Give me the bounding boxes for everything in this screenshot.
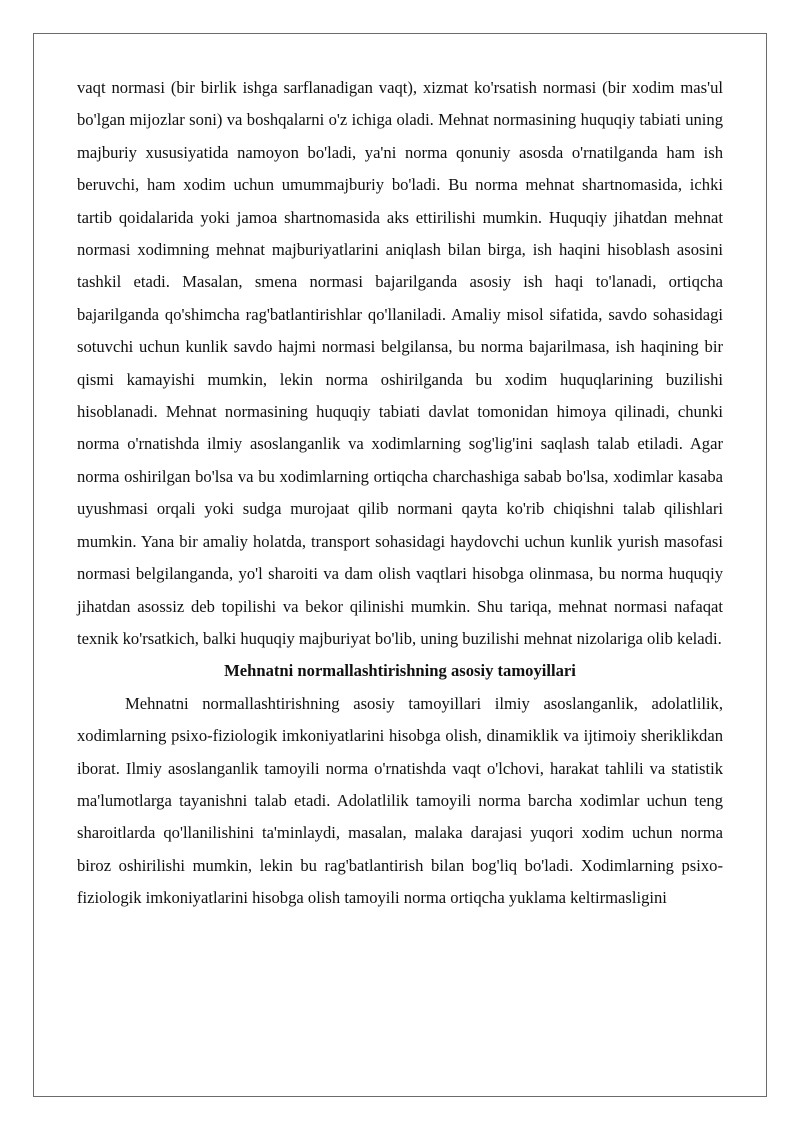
section-heading: Mehnatni normallashtirishning asosiy tamoyillari — [224, 661, 576, 681]
body-paragraph-1: vaqt normasi (bir birlik ishga sarflanadigan vaqt), xizmat ko'rsatish normasi (bir xodim mas'ul bo'lgan mijozlar soni) va boshqalarni o'z ichiga oladi. Mehnat normasining huquqiy tabiati uning majburiy xususiyatida namoyon bo'ladi, ya'ni norma qonuniy asosda o'rnatilganda ham ish beruvchi, ham xodim uchun umummajburiy bo'ladi. Bu norma mehnat shartnomasida, ichki tartib qoidalarida yoki jamoa shartnomasida aks ettirilishi mumkin. Huquqiy jihatdan mehnat normasi xodimning mehnat majburiyatlarini aniqlash bilan birga, ish haqini hisoblash asosini tashkil etadi. Masalan, smena normasi bajarilganda asosiy ish haqi to'lanadi, ortiqcha bajarilganda qo'shimcha rag'batlantirishlar qo'llaniladi. Amaliy misol sifatida, savdo sohasidagi sotuvchi uchun kunlik savdo hajmi normasi belgilansa, bu norma bajarilmasa, ish haqining bir qismi kamayishi mumkin, lekin norma oshirilganda bu xodim huquqlarining buzilishi hisoblanadi. Mehnat normasining huquqiy tabiati davlat tomonidan himoya qilinadi, chunki norma o'rnatishda ilmiy asoslanganlik va xodimlarning sog'lig'ini saqlash talab etiladi. Agar norma oshirilgan bo'lsa va bu xodimlarning ortiqcha charchashiga sabab bo'lsa, xodimlar kasaba uyushmasi orqali yoki sudga murojaat qilib normani qayta ko'rib chiqishni talab qilishlari mumkin. Yana bir amaliy holatda, transport sohasidagi haydovchi uchun kunlik yurish masofasi normasi belgilanganda, yo'l sharoiti va dam olish vaqtlari hisobga olinmasa, bu norma huquqiy jihatdan asossiz deb topilishi va bekor qilinishi mumkin. Shu tariqa, mehnat normasi nafaqat texnik ko'rsatkich, balki huquqiy majburiyat bo'lib, uning buzilishi mehnat nizolariga olib keladi. — [77, 78, 723, 648]
document-body — [77, 72, 723, 915]
body-paragraph-2: Mehnatni normallashtirishning asosiy tamoyillari ilmiy asoslanganlik, adolatlilik, xodimlarning psixo-fiziologik imkoniyatlarini hisobga olish, dinamiklik va ijtimoiy sheriklikdan iborat. Ilmiy asoslanganlik tamoyili norma o'rnatishda vaqt o'lchovi, harakat tahlili va statistik ma'lumotlarga tayanishni talab etadi. Adolatlilik tamoyili norma barcha xodimlar uchun teng sharoitlarda qo'llanilishini ta'minlaydi, masalan, malaka darajasi yuqori xodim uchun norma biroz oshirilishi mumkin, lekin bu rag'batlantirish bilan bog'liq bo'ladi. Xodimlarning psixo-fiziologik imkoniyatlarini hisobga olish tamoyili norma ortiqcha yuklama keltirmasligini — [77, 693, 723, 908]
